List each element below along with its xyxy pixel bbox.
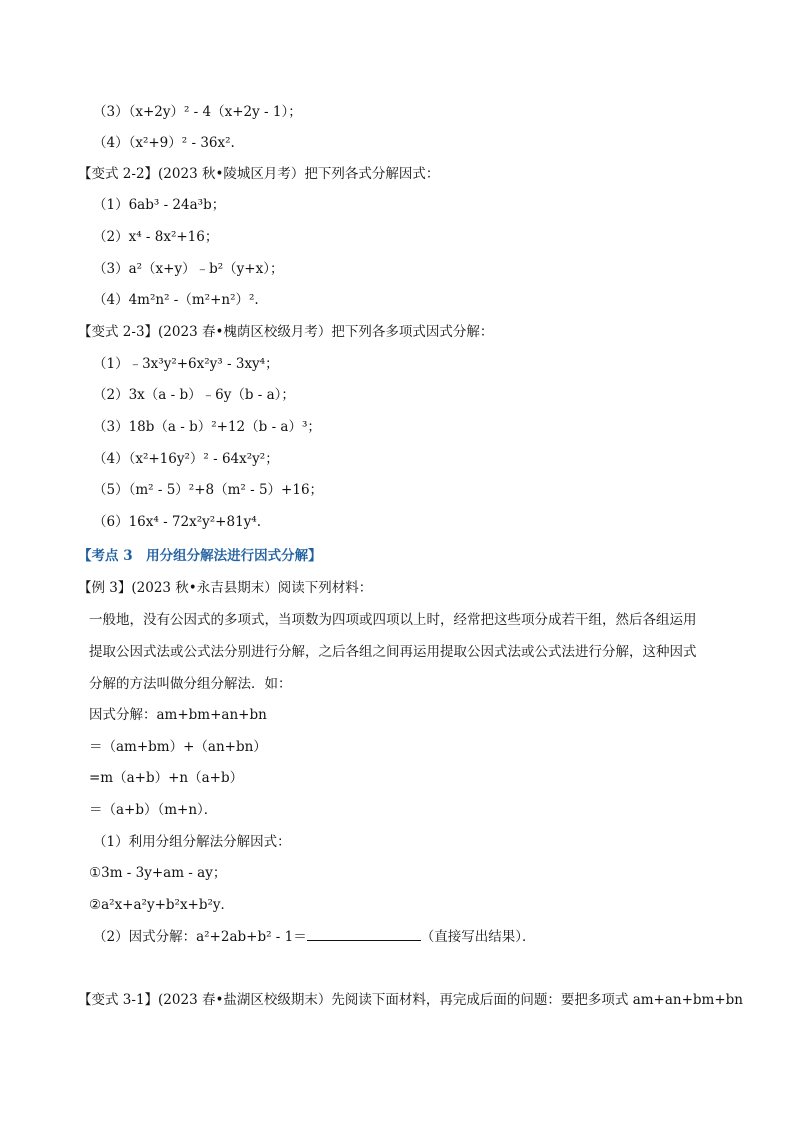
example-step-3: ＝（a+b）（m+n）． — [89, 802, 218, 818]
variant-2-2-item-3: （3）a²（x+y）﹣b²（y+x）； — [93, 261, 284, 277]
variant-2-3-item-2: （2）3x（a - b）﹣6y（b - a）； — [93, 387, 295, 403]
variant-2-3-item-6: （6）16x⁴ - 72x²y²+81y⁴. — [93, 514, 261, 530]
variant-2-2-item-1: （1）6ab³ - 24a³b； — [93, 197, 226, 213]
question-1-prompt: （1）利用分组分解法分解因式： — [93, 834, 291, 850]
question-1-part-b: ②a²x+a²y+b²x+b²y． — [89, 897, 235, 913]
answer-blank[interactable] — [307, 928, 421, 941]
material-paragraph-line-2: 提取公因式法或公式法分别进行分解，之后各组之间再运用提取公因式法或公式法进行分解，这种因式 — [89, 644, 697, 660]
question-2-prompt: （2）因式分解：a²+2ab+b² - 1＝ — [93, 929, 307, 945]
section-heading-kaodian-3: 【考点 3 用分组分解法进行因式分解】 — [78, 548, 322, 564]
variant-2-2-item-4: （4）4m²n² -（m²+n²）². — [93, 292, 259, 308]
variant-2-3-item-5: （5）（m² - 5）²+8（m² - 5）+16； — [93, 482, 324, 498]
example-3-header: 【例 3】(2023 秋•永吉县期末）阅读下列材料： — [78, 580, 373, 596]
variant-2-3-item-3: （3）18b（a - b）²+12（b - a）³； — [93, 419, 321, 435]
problem-item-4: （4）（x²+9）² - 36x². — [93, 135, 235, 151]
variant-3-1-header: 【变式 3-1】(2023 春•盐湖区校级期末）先阅读下面材料，再完成后面的问题：要把多项式 am+an+bm+bn — [78, 992, 744, 1008]
material-paragraph-line-3: 分解的方法叫做分组分解法．如： — [89, 676, 292, 692]
variant-2-3-header: 【变式 2-3】(2023 春•槐荫区校级月考）把下列各多项式因式分解： — [78, 324, 494, 340]
example-factor-line: 因式分解：am+bm+an+bn — [89, 707, 267, 723]
example-step-2: =m（a+b）+n（a+b） — [89, 770, 244, 786]
question-1-part-a: ①3m - 3y+am - ay； — [89, 865, 227, 881]
question-2-suffix: （直接写出结果）． — [420, 929, 536, 945]
example-step-1: ＝（am+bm）+（an+bn） — [89, 739, 267, 755]
variant-2-3-item-1: （1）﹣3x³y²+6x²y³ - 3xy⁴； — [93, 356, 279, 372]
material-paragraph-line-1: 一般地，没有公因式的多项式，当项数为四项或四项以上时，经常把这些项分成若干组，然后各组运用 — [89, 612, 697, 628]
variant-2-3-item-4: （4）（x²+16y²）² - 64x²y²； — [93, 451, 279, 467]
variant-2-2-item-2: （2）x⁴ - 8x²+16； — [93, 229, 219, 245]
variant-2-2-header: 【变式 2-2】(2023 秋•陵城区月考）把下列各式分解因式： — [78, 166, 440, 182]
question-2-line — [93, 928, 536, 946]
problem-item-3: （3）（x+2y）² - 4（x+2y - 1）； — [93, 104, 302, 120]
